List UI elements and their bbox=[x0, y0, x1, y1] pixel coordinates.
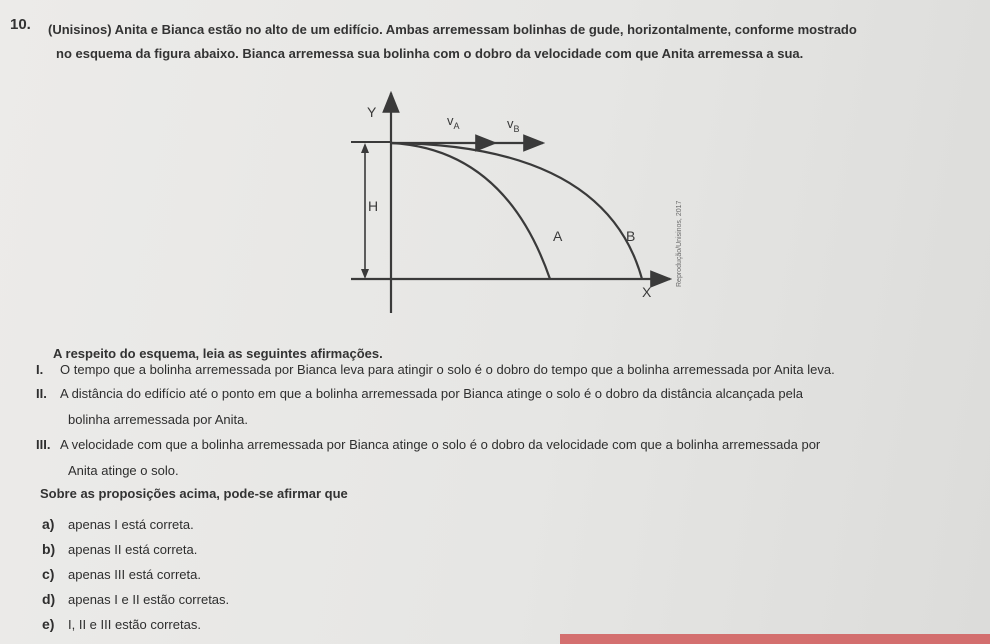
height-label: H bbox=[368, 198, 379, 214]
stem-line-2: no esquema da figura abaixo. Bianca arremessa sua bolinha com o dobro da velocidade com que Anita arremessa a sua. bbox=[56, 46, 804, 61]
velocity-b-sub: B bbox=[513, 124, 520, 134]
statement-3-number: III. bbox=[36, 437, 51, 452]
velocity-b-label bbox=[507, 116, 520, 134]
y-axis-label: Y bbox=[367, 104, 377, 120]
statements-heading: A respeito do esquema, leia as seguintes afirmações. bbox=[53, 346, 383, 361]
statement-2 bbox=[36, 384, 803, 404]
statement-1 bbox=[36, 360, 835, 380]
x-axis-label: X bbox=[642, 284, 652, 300]
statement-2-text: A distância do edifício até o ponto em que a bolinha arremessada por Bianca atinge o solo é o dobro da distância alcançada pela bbox=[60, 386, 803, 401]
stem-line-1: (Unisinos) Anita e Bianca estão no alto de um edifício. Ambas arremessam bolinhas de gude, horizontalmente, conforme mostrado bbox=[48, 22, 857, 37]
velocity-b-main: v bbox=[507, 116, 514, 131]
option-a-letter: a) bbox=[42, 516, 55, 532]
question-prompt: Sobre as proposições acima, pode-se afirmar que bbox=[40, 486, 348, 501]
option-b-letter: b) bbox=[42, 541, 56, 557]
option-b-text: apenas II está correta. bbox=[68, 542, 198, 557]
trajectory-diagram bbox=[345, 85, 690, 315]
statement-3-text: A velocidade com que a bolinha arremessada por Bianca atinge o solo é o dobro da velocidade com que a bolinha arremessada por bbox=[60, 437, 821, 452]
statement-3 bbox=[36, 435, 820, 455]
option-a-text: apenas I está correta. bbox=[68, 517, 194, 532]
option-c-text: apenas III está correta. bbox=[68, 567, 201, 582]
height-arrow-top bbox=[361, 143, 369, 153]
bottom-accent-strip bbox=[560, 634, 990, 644]
option-d-letter: d) bbox=[42, 591, 56, 607]
option-e-letter: e) bbox=[42, 616, 55, 632]
option-e[interactable] bbox=[42, 616, 201, 632]
statement-2-number: II. bbox=[36, 386, 47, 401]
option-d-text: apenas I e II estão corretas. bbox=[68, 592, 230, 607]
question-stem bbox=[48, 18, 948, 66]
velocity-a-sub: A bbox=[453, 121, 460, 131]
velocity-a-main: v bbox=[447, 113, 454, 128]
option-c-letter: c) bbox=[42, 566, 55, 582]
question-number: 10. bbox=[10, 16, 31, 33]
statement-3-continuation: Anita atinge o solo. bbox=[68, 463, 179, 478]
option-e-text: I, II e III estão corretas. bbox=[68, 617, 201, 632]
figure-credit: Reprodução/Unisinos, 2017 bbox=[676, 200, 683, 287]
height-arrow-bottom bbox=[361, 269, 369, 279]
option-c[interactable] bbox=[42, 566, 201, 582]
statement-1-text: O tempo que a bolinha arremessada por Bianca leva para atingir o solo é o dobro do tempo que a bolinha arremessada por Anita leva. bbox=[60, 362, 835, 377]
curve-b-label: B bbox=[626, 228, 636, 244]
option-a[interactable] bbox=[42, 516, 194, 532]
curve-a-label: A bbox=[553, 228, 563, 244]
option-b[interactable] bbox=[42, 541, 197, 557]
velocity-a-label bbox=[447, 113, 460, 131]
trajectory-figure bbox=[345, 85, 690, 315]
statement-2-continuation: bolinha arremessada por Anita. bbox=[68, 412, 248, 427]
statement-1-number: I. bbox=[36, 362, 44, 377]
option-d[interactable] bbox=[42, 591, 229, 607]
